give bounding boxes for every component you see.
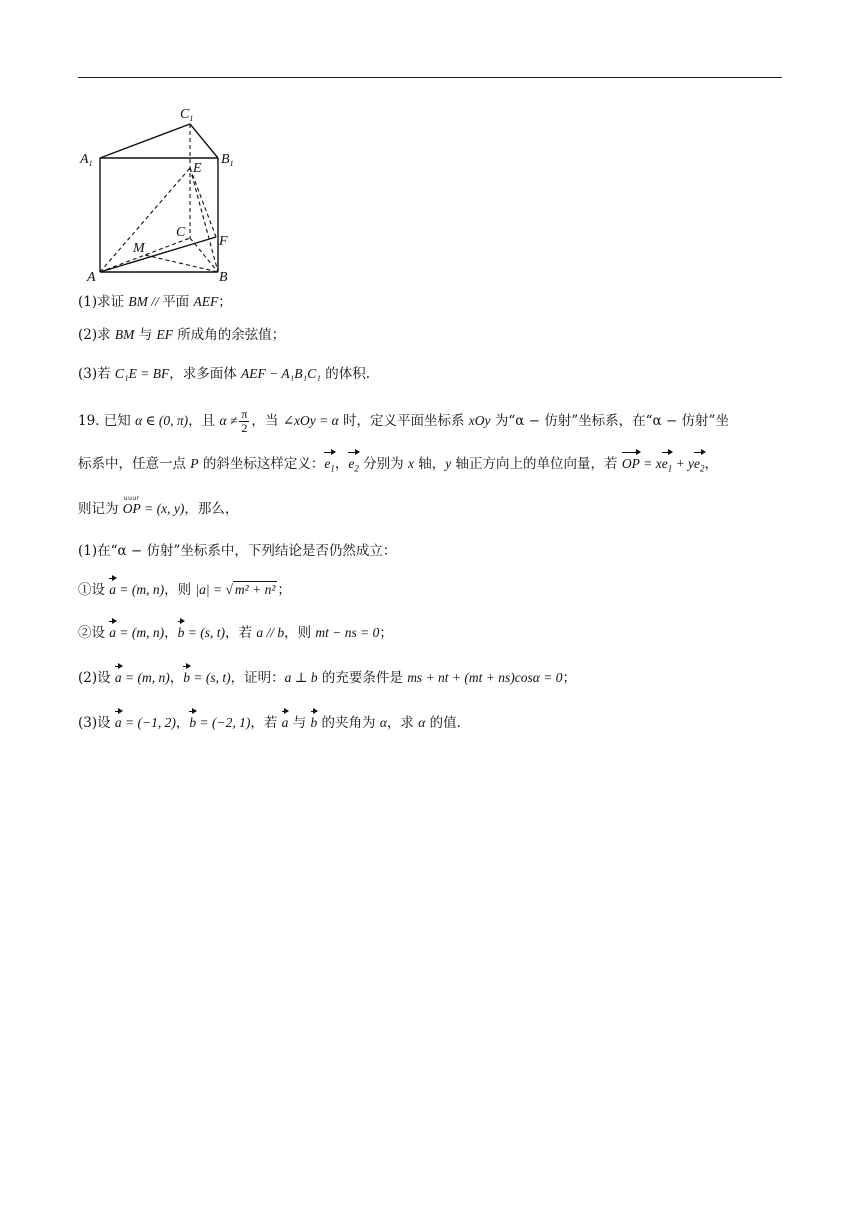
q19-line8 <box>78 713 461 733</box>
q18-p2-line-b: EF <box>156 327 174 342</box>
q19-l7-b: ， <box>169 670 184 686</box>
q19-l3-b: ，那么， <box>184 501 239 517</box>
vector-b: b <box>178 623 185 643</box>
q19-b-coords: = (s, t) <box>184 625 226 640</box>
label-F: F <box>219 234 228 249</box>
q19-l2-f: 轴正方向上的单位向量，若 <box>451 456 622 472</box>
q19-a-coords: = (m, n) <box>121 670 170 685</box>
q19-l8-e: 的夹角为 <box>317 715 380 731</box>
vector-e2-b: $e_2$ <box>694 454 705 479</box>
q18-p2-mid: 与 <box>134 327 157 343</box>
q19-l2-c: ， <box>334 456 349 472</box>
q18-p1-end: ； <box>218 294 232 310</box>
q19-parallel-cond: mt − ns = 0 <box>315 625 380 640</box>
q18-p3-mid: ，求多面体 <box>169 366 242 382</box>
vector-b: b <box>311 713 318 733</box>
q19-l8-b: ， <box>175 715 190 731</box>
q19-l8-g: 的值. <box>425 715 461 731</box>
vector-e1b-letter: e <box>661 456 668 471</box>
q19-l2-b: 的斜坐标这样定义： <box>198 456 325 472</box>
label-B: B <box>219 270 228 285</box>
q19-alpha-range: α ∈ (0, π) <box>135 413 189 428</box>
q19-parallel: a // b <box>256 625 285 640</box>
q19-l6-e: ； <box>379 625 393 641</box>
q19-number: 19. <box>78 413 100 429</box>
q19-l7-a: (2)设 <box>78 670 115 686</box>
q19-l1-a: 已知 <box>103 413 136 429</box>
vector-a: a <box>282 713 289 733</box>
q19-l2-a: 标系中，任意一点 <box>78 456 191 472</box>
q19-l5-b: ，则 <box>164 582 196 598</box>
q19-l1-e: 为“α − 仿射”坐标系，在“α − 仿射”坐 <box>490 413 729 429</box>
label-M: M <box>133 241 145 256</box>
q18-p1-math: BM // <box>128 294 163 309</box>
q19-point-P: P <box>190 456 199 471</box>
vector-b: b <box>183 668 190 688</box>
q19-l1-c: ，当 <box>251 413 283 429</box>
vector-b: b <box>189 713 196 733</box>
q18-p2-end: 所成角的余弦值； <box>173 327 286 343</box>
q19-l7-c: ，证明： <box>230 670 285 686</box>
q19-op-eq: = x <box>639 456 662 471</box>
q19-sqrt-expr: m² + n² <box>234 582 276 597</box>
q18-p1-prefix: (1)求证 <box>78 294 129 310</box>
q18-part1 <box>78 292 232 312</box>
q19-x-axis: x <box>407 456 414 471</box>
q19-l6-c: ，若 <box>225 625 257 641</box>
q19-perpendicular: a ⊥ b <box>284 670 318 685</box>
vector-OP: OP <box>622 454 640 474</box>
q19-alpha: α <box>379 715 387 730</box>
q19-OP: OP <box>122 501 141 516</box>
q19-abs-a: |a| = <box>195 582 226 597</box>
vector-a: a <box>109 580 116 600</box>
q19-alpha-2: α <box>418 715 426 730</box>
frac-denominator: 2 <box>241 421 248 435</box>
q19-l6-d: ，则 <box>284 625 316 641</box>
q19-perp-cond: ms + nt + (mt + ns)cosα = 0 <box>407 670 563 685</box>
vector-e1: $e_1$ <box>324 454 335 479</box>
q19-part1-intro: (1)在“α − 仿射”坐标系中，下列结论是否仍然成立： <box>78 543 397 559</box>
q18-p1-plane: AEF <box>193 294 219 309</box>
q18-p1-mid: 平面 <box>162 294 194 310</box>
q18-p2-line-a: BM <box>114 327 135 342</box>
q19-l8-d: 与 <box>288 715 311 731</box>
label-C1: $C_1$ <box>180 107 194 123</box>
q19-OP-coords: = (x, y) <box>140 501 185 516</box>
q19-l6-a: ②设 <box>78 625 110 641</box>
vector-e1-b: $e_1$ <box>662 454 673 479</box>
q18-p3-cond: C₁E = BF <box>114 366 170 381</box>
q19-line2 <box>78 454 718 479</box>
frac-numerator: π <box>241 407 248 421</box>
q19-y-axis: y <box>445 456 452 471</box>
vector-e1-letter: e <box>324 456 331 471</box>
q19-l1-d: 时，定义平面坐标系 <box>338 413 469 429</box>
q18-part2 <box>78 325 285 345</box>
vector-e2b-letter: e <box>694 456 701 471</box>
label-A1: $A_1$ <box>80 152 93 168</box>
q19-l8-c: ，若 <box>250 715 282 731</box>
q18-p2-prefix: (2)求 <box>78 327 115 343</box>
vector-a: a <box>115 668 122 688</box>
q18-p3-prefix: (3)若 <box>78 366 115 382</box>
q19-op-plus: + y <box>672 456 695 471</box>
prism-figure <box>70 100 250 290</box>
q19-line5: ①设 a = (m, n)，则 |a| = √ m² + n² ； <box>78 582 291 598</box>
q19-a-coords: = (m, n) <box>116 625 165 640</box>
q19-line4 <box>78 541 396 561</box>
q19-line3 <box>78 495 239 519</box>
q19-xoy: xOy <box>468 413 491 428</box>
q18-p3-end: 的体积. <box>320 366 371 382</box>
q18-p3-solid: AEF − A₁B₁C₁ <box>241 366 321 381</box>
label-B1: $B_1$ <box>221 152 234 168</box>
label-A: A <box>87 270 96 285</box>
q19-b-coords: = (s, t) <box>190 670 231 685</box>
q19-l2-e: 轴， <box>413 456 446 472</box>
q19-l5-a: ①设 <box>78 582 110 598</box>
prism-diagram <box>70 100 250 290</box>
vector-e2: $e_2$ <box>348 454 359 479</box>
q19-a-coords: = (−1, 2) <box>121 715 176 730</box>
vector-e2-letter: e <box>348 456 355 471</box>
q19-l6-b: ， <box>164 625 178 641</box>
q19-b-coords: = (−2, 1) <box>196 715 251 730</box>
q19-l5-c: ； <box>277 582 291 598</box>
q19-l2-d: 分别为 <box>358 456 408 472</box>
vector-a: a <box>115 713 122 733</box>
header-rule <box>78 77 782 78</box>
q19-angle-xoy: ∠xOy = α <box>282 413 339 428</box>
op-with-arrow <box>122 495 141 519</box>
q19-l8-f: ，求 <box>386 715 419 731</box>
q19-l2-g: ， <box>704 456 719 472</box>
q19-line7 <box>78 668 576 688</box>
q19-l7-d: 的充要条件是 <box>317 670 408 686</box>
q19-a-coords: = (m, n) <box>116 582 165 597</box>
q19-l1-b: ，且 <box>188 413 220 429</box>
q19-l3-a: 则记为 <box>78 501 123 517</box>
q19-line1 <box>78 408 729 435</box>
label-E: E <box>193 161 202 176</box>
label-C: C <box>176 225 186 240</box>
q19-l7-e: ； <box>562 670 576 686</box>
q19-pi-over-2 <box>239 408 249 435</box>
q19-alpha-neq: α ≠ <box>219 413 238 428</box>
q19-line6 <box>78 623 393 643</box>
q18-part3 <box>78 364 370 384</box>
vector-a: a <box>109 623 116 643</box>
q19-l8-a: (3)设 <box>78 715 115 731</box>
arrow-glyph: uuur <box>123 495 140 502</box>
